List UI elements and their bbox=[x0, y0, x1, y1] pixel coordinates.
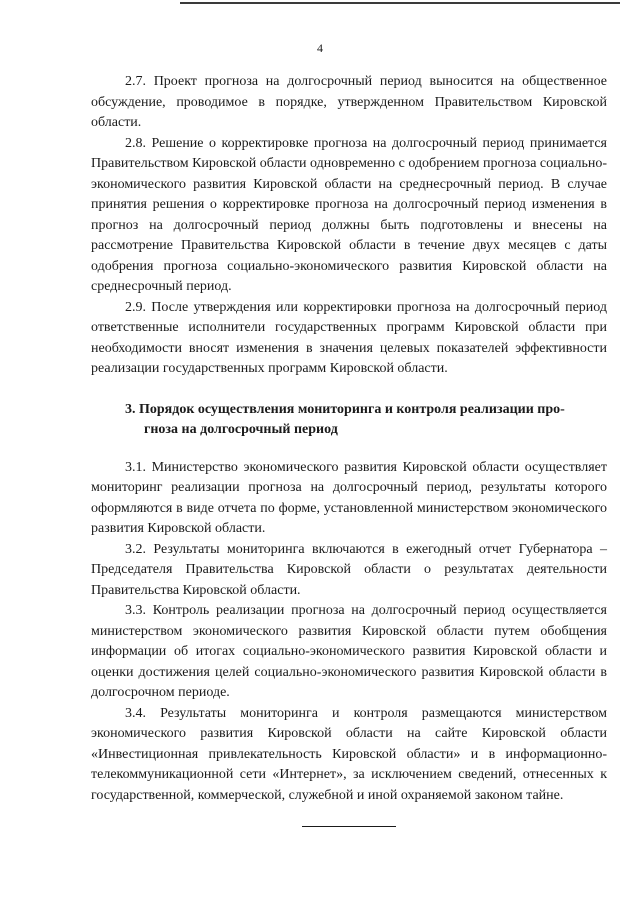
paragraph-2-7: 2.7. Проект прогноза на долгосрочный период выносится на общественное обсуждение, проводимое в порядке, утвержденном Правительством Кировской области. bbox=[91, 74, 607, 130]
end-of-document-rule bbox=[302, 826, 396, 827]
paragraph-3-1: 3.1. Министерство экономического развития Кировской области осуществляет мониторинг реализации прогноза на долгосрочный период, результаты которого оформляются в виде отчета по форме, установленной министерством экономического развития Кировской области. bbox=[91, 459, 607, 536]
paragraph-2-9: 2.9. После утверждения или корректировки прогноза на долгосрочный период ответственные исполнители государственных программ Кировской области при необходимости вносят изменения в значения целевых показателей эффективности реализации государственных программ Кировской области. bbox=[91, 299, 607, 376]
scan-top-edge bbox=[180, 2, 620, 4]
paragraph-3-4: 3.4. Результаты мониторинга и контроля размещаются министерством экономического развития Кировской области на сайте Кировской области «Инвестиционная привлекательность Кировской области» и в информационно-телекоммуникационной сети «Интернет», за исключением сведений, отнесенных к государственной, коммерческой, служебной и иной охраняемой законом тайне. bbox=[91, 705, 607, 803]
page-number: 4 bbox=[317, 41, 323, 55]
section-3-heading-line2: гноза на долгосрочный период bbox=[144, 422, 338, 437]
paragraph-2-8: 2.8. Решение о корректировке прогноза на долгосрочный период принимается Правительством Кировской области одновременно с одобрением прогноза социально-экономического развития Кировской области на среднесрочный период. В случае принятия решения о корректировке прогноза на долгосрочный период изменения в прогноз на долгосрочный период должны быть подготовлены и внесены на рассмотрение Правительства Кировской области в течение двух месяцев с даты одобрения прогноза социально-экономического развития Кировской области на среднесрочный период. bbox=[91, 135, 607, 294]
section-3-heading-line1: 3. Порядок осуществления мониторинга и контроля реализации про- bbox=[125, 401, 565, 417]
paragraph-3-3: 3.3. Контроль реализации прогноза на долгосрочный период осуществляется министерством экономического развития Кировской области путем обобщения информации об итогах социально-экономического развития Кировской области и оценки достижения целей социально-экономического развития Кировской области в долгосрочном периоде. bbox=[91, 603, 607, 700]
document-body bbox=[91, 72, 607, 806]
paragraph-3-2: 3.2. Результаты мониторинга включаются в ежегодный отчет Губернатора – Председателя Правительства Кировской области о результатах деятельности Правительства Кировской области. bbox=[91, 541, 607, 598]
section-3-heading bbox=[91, 400, 607, 441]
